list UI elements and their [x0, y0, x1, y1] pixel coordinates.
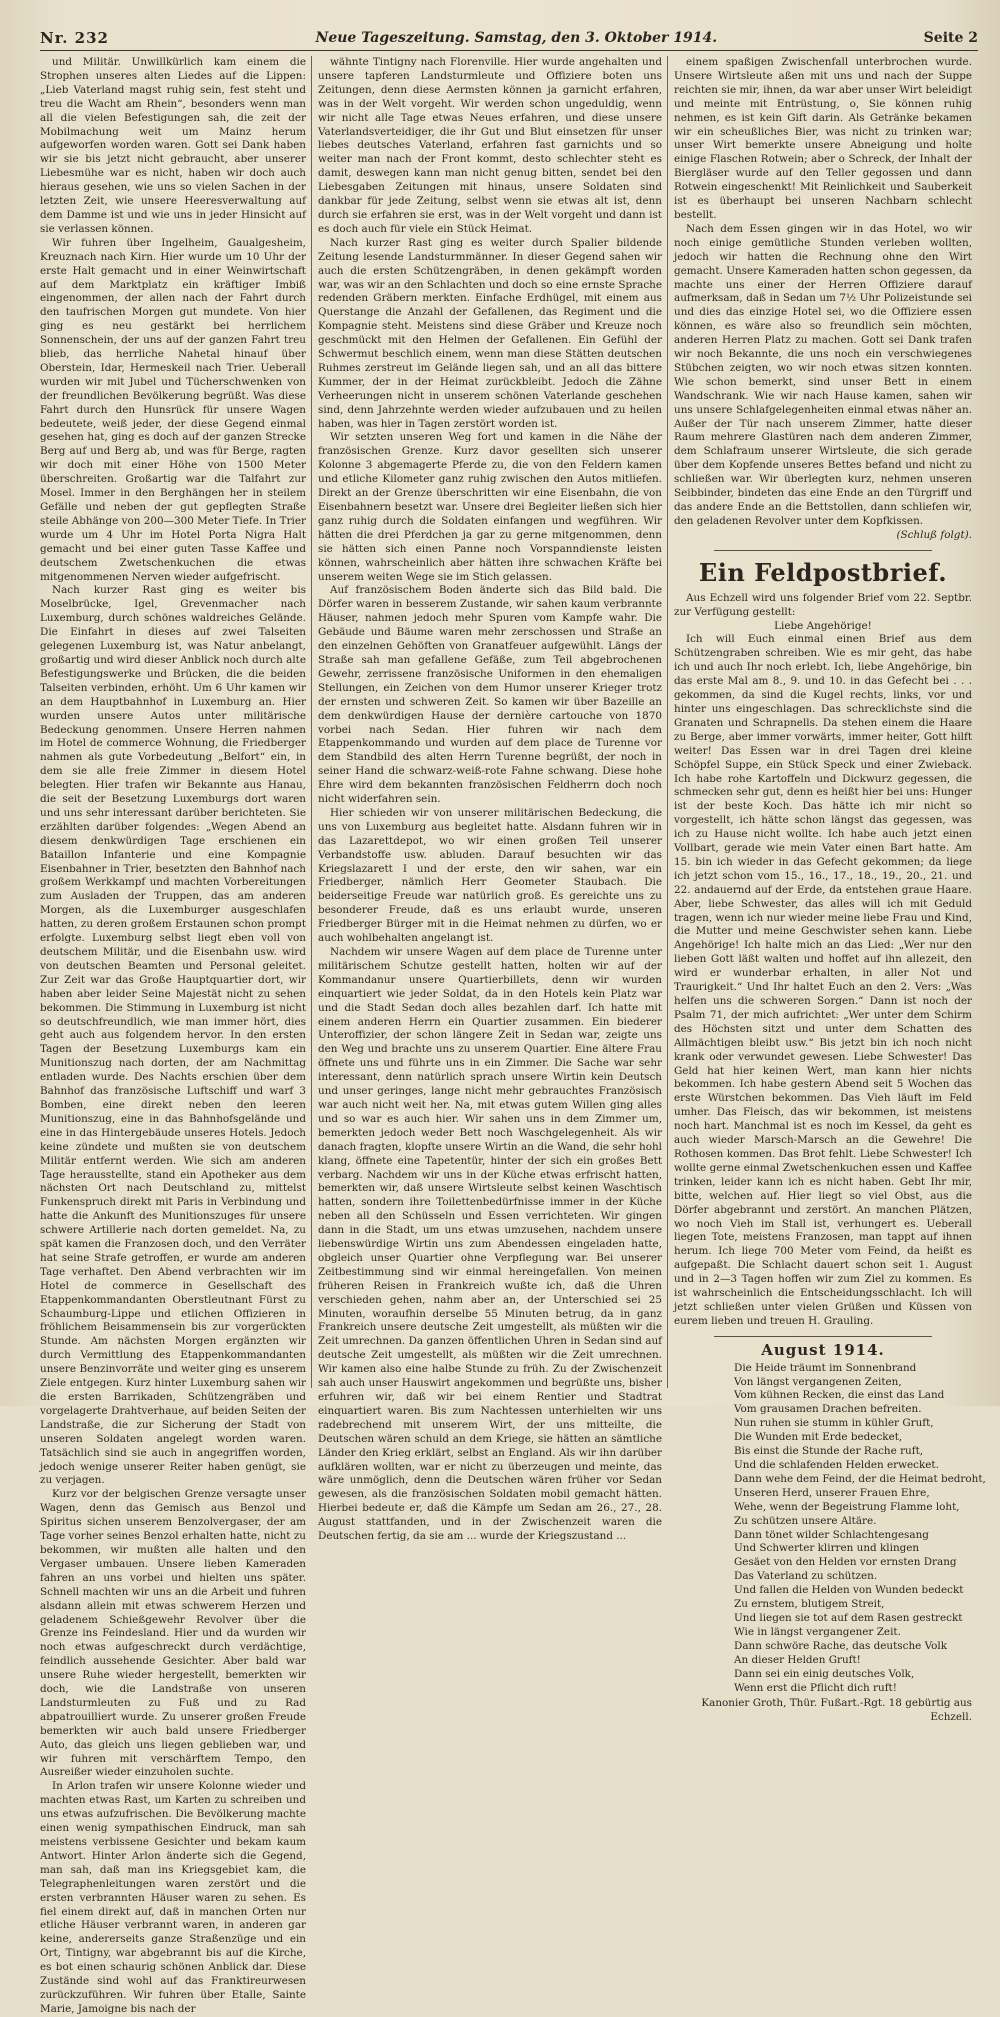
poem-line: Unseren Herd, unserer Frauen Ehre, [734, 1486, 930, 1499]
poem-line: Gesäet von den Helden vor ernsten Drang [734, 1556, 957, 1569]
poem-line: Von längst vergangenen Zeiten, [734, 1375, 902, 1388]
poem-line: Zu schützen unsere Altäre. [734, 1514, 877, 1527]
poem-line: Die Wunden mit Erde bedecket, [734, 1431, 903, 1444]
article-paragraph: Nach kurzer Rast ging es weiter durch Spalier bildende Zeitung lesende Landsturmmänner. In dieser Gegend sahen wir auch die ersten Schützengräben, in denen gekämpft worden war, was wir an den Schlachten und doch so eine ernste Sprache redenden Gräbern merkten. Einfache Erdhügel, mit einem aus Querstange die Anzahl der Gefallenen, das Regiment und die Kompagnie steht. Meistens sind diese Gräber und Kreuze noch geschmückt mit den Helmen der Gefallenen. Ein Gefühl der Schwermut beschlich einem, wenn man diese Stätten deutschen Ruhmes zerstreut im Gelände liegen sah, und an all das bittere Kummer, der in der Heimat zurückbleibt. Jedoch die Zähne Verheerungen nicht in unserem schönen Vaterlande geschehen sind, denn Jahrzehnte werden wieder aufzubauen und zu heilen haben, was hier in Tagen zerstört worden ist. [318, 236, 662, 430]
column-1 [40, 56, 306, 2015]
poem-line: Bis einst die Stunde der Rache ruft, [734, 1445, 924, 1458]
column-rule [311, 56, 312, 1388]
poem-line: An dieser Helden Gruft! [734, 1653, 861, 1666]
article-paragraph: Nach kurzer Rast ging es weiter bis Moselbrücke, Igel, Grevenmacher nach Luxemburg, durch schönes waldreiches Gelände. Die Einfahrt in dieses auf zwei Talseiten gelegenen Luxemburg ist, was Natur anbelangt, großartig und wird dieser Anblick noch durch alte Befestigungswerke und Brücken, die die beiden Talseiten verbinden, erhöht. Um 6 Uhr kamen wir an dem Hauptbahnhof in Luxemburg an. Hier wurden unsere Autos unter militärische Bedeckung genommen. Unsere Herren nahmen im Hotel de commerce Wohnung, die Friedberger nahmen als gute Vorbedeutung „Belfort“ ein, in dem sie alle freie Zimmer in diesem Hotel belegten. Hier trafen wir Bekannte aus Hanau, die seit der Besetzung Luxemburgs dort waren und uns sehr interessant darüber berichteten. Sie erzählten darüber folgendes: „Wegen Abend an diesem denkwürdigen Tage erschienen ein Bataillon Infanterie und eine Kompagnie Eisenbahner in Trier, besetzten den Bahnhof nach großem Werkkampf und machten Vorbereitungen zum Ausladen der Truppen, das am anderen Morgen, als die Luxemburger ausgeschlafen hatten, zu deren großem Erstaunen schon prompt erfolgte. Luxemburg selbst liegt eben voll von deutschem Militär, und die Eisenbahn usw. wird von deutschen Beamten und Personal geleitet. Zur Zeit war das Große Hauptquartier dort, wir haben aber leider Seine Majestät nicht zu sehen bekommen. Die Stimmung in Luxemburg ist nicht so deutschfreundlich, wie man immer hört, dies geht auch aus folgendem hervor. In den ersten Tagen der Besetzung Luxemburgs kam ein Munitionszug nach dorten, der am Nachmittag entladen wurde. Des Nachts erschien über dem Bahnhof das französische Luftschiff und warf 3 Bomben, eine direkt neben den leeren Munitionszug, eine in das Bahnhofsgelände und eine in das Hintergebäude unseres Hotels. Jedoch keine zündete und mußten sie von deutschem Militär entfernt werden. Wie sich am anderen Tage herausstellte, stand ein Apotheker aus dem nächsten Ort nach Deutschland zu, mittelst Funkenspruch direkt mit Paris in Verbindung und hatte die Ankunft des Munitionszuges für unsere schwere Artillerie nach dorten gemeldet. Na, zu spät kamen die Franzosen doch, und den Verräter hat seine Strafe getroffen, er wurde am anderen Tage verhaftet. Den Abend verbrachten wir im Hotel de commerce in Gesellschaft des Etappenkommandanten Oberstleutnant Fürst zu Schaumburg-Lippe und etlichen Offizieren in fröhlichem Beisammensein bis zur vorgerückten Stunde. Am nächsten Morgen ergänzten wir durch Vermittlung des Etappenkommandanten unsere Benzinvorräte und weiter ging es unserem Ziele entgegen. Kurz hinter Luxemburg sahen wir die ersten Barrikaden, Schützengräben und vorgelagerte Drahtverhaue, auf beiden Seiten der Landstraße, die zur Sicherung der Stadt von unseren Soldaten angelegt worden waren. Tatsächlich sind sie auch in angegriffen worden, jedoch wenige unserer Reiter haben genügt, sie zu verjagen. [40, 584, 306, 1487]
poem-line: Und Schwerter klirren und klingen [734, 1542, 920, 1555]
poem-line: Wehe, wenn der Begeistrung Flamme loht, [734, 1500, 960, 1513]
article-paragraph: In Arlon trafen wir unsere Kolonne wieder und machten etwas Rast, um Karten zu schreiben und uns etwas aufzufrischen. Die Bevölkerung machte einen wenig sympathischen Eindruck, man sah meistens verbissene Gesichter und bekam kaum Antwort. Hinter Arlon änderte sich die Gegend, man sah, daß man ins Kriegsgebiet kam, die Telegraphenleitungen waren zerstört und die ersten verbrannten Häuser waren zu sehen. Es fiel einem direkt auf, daß in manchen Orten nur etliche Häuser verbrannt waren, in anderen gar keine, andererseits ganze Straßenzüge und ein Ort, Tintigny, war abgebrannt bis auf die Kirche, es bot einen schaurig schönen Anblick dar. Diese Zustände sind wohl auf das Franktireurwesen zurückzuführen. Wir fuhren über Etalle, Sainte Marie, Jamoigne bis nach der [40, 1780, 306, 2015]
poem-body [674, 1361, 986, 1696]
feldpost-body: Ich will Euch einmal einen Brief aus dem Schützengraben schreiben. Wie es mir geht, das habe ich und auch Ihr noch erlebt. Ich, liebe Angehörige, bin das erste Mal am 8., 9. und 10. in das Gefecht bei . . . gekommen, da sind die Kugel rechts, links, vor und hinter uns eingeschlagen. Das schrecklichste sind die Granaten und Schrapnells. Da stehen einem die Haare zu Berge, aber immer vorwärts, immer heiter, Gott hilft weiter! Das Essen war in drei Tagen drei kleine Schöpfel Suppe, ein Stück Speck und einer Zwieback. Ich habe rohe Kartoffeln und Dickwurz gegessen, die schmecken sehr gut, denn es heißt hier bei uns: Hunger ist der beste Koch. Das hätte ich mir nicht so vorgestellt, ich hätte schon längst das gegessen, was ich zu Hause nicht wollte. Ich habe auch jetzt einen Vollbart, gerade wie mein Vater einen Bart hatte. Am 15. bin ich wieder in das Gefecht gekommen; da liege ich jetzt schon vom 15., 16., 17., 18., 19., 20., 21. und 22. andauernd auf der Erde, da entstehen graue Haare. Aber, liebe Schwester, das alles will ich mit Geduld tragen, wenn ich nur wieder meine liebe Frau und Kind, die Mutter und meine Geschwister sehen kann. Liebe Angehörige! Ich halte mich an das Lied: „Wer nur den lieben Gott läßt walten und hoffet auf ihn allezeit, den wird er wunderbar erhalten, in aller Not und Traurigkeit.“ Und Ihr haltet Euch an den 2. Vers: „Was helfen uns die schweren Sorgen.“ Dann ist noch der Psalm 71, der mich aufrichtet: „Wer unter dem Schirm des Höchsten sitzt und unter dem Schatten des Allmächtigen bleibt usw.“ Bis jetzt bin ich noch nicht krank oder verwundet gewesen. Liebe Schwester! Das Geld hat hier keinen Wert, man kann hier nichts bekommen. Ich habe gestern Abend seit 5 Wochen das erste Würstchen bekommen. Das Vieh läuft im Feld umher. Das Fleisch, das wir bekommen, ist meistens noch hart. Manchmal ist es noch im Kessel, da geht es auch wieder Marsch-Marsch an die Gewehre! Die Rothosen kommen. Das Brot fehlt. Liebe Schwester! Ich wollte gerne einmal Zwetschenkuchen essen und Kaffee trinken, leider kann ich es nicht haben. Gebt Ihr mir, bitte, welchen auf. Hier liegt so viel Obst, aus die Dörfer abgebrannt und zerstört. An manchen Plätzen, wo noch Vieh im Stall ist, verhungert es. Ueberall liegen Tote, meistens Franzosen, man tappt auf ihnen herum. Ich liege 700 Meter vom Feind, da heißt es aufgepaßt. Die Schlacht dauert schon seit 1. August und in 2—3 Tagen hoffen wir zum Ziel zu kommen. Es ist wahrscheinlich die Entscheidungsschlacht. Ich will jetzt schließen unter vielen Grüßen und Küssen von eurem lieben und treuen H. Grauling. [674, 633, 972, 1327]
article-paragraph: einem spaßigen Zwischenfall unterbrochen wurde. Unsere Wirtsleute aßen mit uns und nach der Suppe reichten sie mir, ihnen, da war aber unser Wirt beleidigt und meinte mit Entrüstung, o, Sie können ruhig nehmen, es ist kein Gift darin. Als Getränke bekamen wir ein scheußliches Bier, was nicht zu trinken war; unser Wirt bemerkte unsere Abneigung und holte einige Flaschen Rotwein; aber o Schreck, der Inhalt der Biergläser wurde auf den Teller gegossen und dann Rotwein eingeschenkt! Mit Reinlichkeit und Sauberkeit ist es überhaupt bei unseren Nachbarn schlecht bestellt. [674, 56, 972, 221]
poem-line: Und liegen sie tot auf dem Rasen gestreckt [734, 1611, 963, 1624]
poem-line: Die Heide träumt im Sonnenbrand [734, 1361, 917, 1374]
poem-line: Zu ernstem, blutigem Streit, [734, 1598, 885, 1611]
article-paragraph: wähnte Tintigny nach Florenville. Hier wurde angehalten und unsere tapferen Landsturmleute und Offiziere boten uns Zeitungen, denn diese Aermsten können ja garnicht erfahren, was in der Welt vorgeht. Wir werden schon ungeduldig, wenn wir nicht alle Tage etwas Neues erfahren, und diese unsere Vaterlandsverteidiger, die ihr Gut und Blut einsetzen für unser liebes deutsches Vaterland, erfahren fast garnichts und so weiter man nach der Front kommt, desto schlechter steht es damit, deswegen kann man nicht genug bitten, sendet bei den Liebesgaben Zeitungen mit hinaus, unsere Soldaten sind dankbar für jede Zeitung, selbst wenn sie etwas alt ist, denn durch sie erfahren sie erst, was in der Welt vorgeht und dann ist es doch auch für viele ein Stück Heimat. [318, 56, 662, 235]
column-rule [667, 56, 668, 1388]
article-paragraph: Nachdem wir unsere Wagen auf dem place de Turenne unter militärischem Schutze gestellt hatten, holten wir auf der Kommandanur unsere Quartierbillets, denn wir wurden einquartiert wie jeder Soldat, da in den Hotels kein Platz war und die Stadt Sedan doch alles bezahlen darf. Ich hatte mit einem anderen Herrn ein Quartier zusammen. Ein biederer Unteroffizier, der schon längere Zeit in Sedan war, zeigte uns den Weg und brachte uns zu unserem Quartier. Eine ältere Frau öffnete uns und führte uns in ein Zimmer. Die Sache war sehr interessant, denn natürlich sprach unsere Wirtin kein Deutsch und unser geringes, lange nicht mehr gebrauchtes Französisch war auch nicht weit her. Na, mit etwas gutem Willen ging alles und so war es auch hier. Wir sahen uns in dem Zimmer um, bemerkten jedoch weder Bett noch Waschgelegenheit. Als wir danach fragten, klopfte unsere Wirtin an die Wand, die sehr hohl klang, öffnete eine Tapetentür, hinter der sich ein großes Bett verbarg. Nachdem wir uns in der Küche etwas erfrischt hatten, bemerkten wir, daß unsere Wirtsleute selbst keinen Waschtisch hatten, sondern ihre Toilettenbedürfnisse immer in der Küche neben all den Schüsseln und Essen verrichteten. Wir gingen dann in die Stadt, um uns etwas umzusehen, nachdem unsere liebenswürdige Wirtin uns zum Abendessen eingeladen hatte, obgleich unser Quartier ohne Verpflegung war. Bei unserer Zeitbestimmung sind wir einmal hereingefallen. Von meinen früheren Reisen in Frankreich wußte ich, daß die Uhren verschieden gehen, nahm aber an, der Unterschied sei 25 Minuten, woraufhin derselbe 55 Minuten betrug, da in ganz Frankreich unsere deutsche Zeit umgestellt, als müßten wir die Zeit umrechnen. Da ganzen öffentlichen Uhren in Sedan sind auf deutsche Zeit umgestellt, als müßten wir die Zeit umrechnen. Wir kamen also eine halbe Stunde zu früh. Zu der Zwischenzeit sah auch unser Hauswirt angekommen und begrüßte uns, bisher erfuhren wir, daß wir bei einem Rentier und Stadtrat einquartiert waren. Bis zum Nachtessen unterhielten wir uns radebrechend mit unserem Wirt, der uns mitteilte, die Deutschen wären schuld an dem Kriege, sie hätten an sämtliche Länder den Krieg erklärt, selbst an England. Als wir ihn darüber aufklären wollten, war er nicht zu überzeugen und meinte, das wäre unmöglich, denn die Deutschen wären früher vor Sedan gewesen, als die französischen Soldaten mobil gemacht hätten. Hierbei bedeute er, daß die Kämpfe um Sedan am 26., 27., 28. August stattfanden, und in der Zwischenzeit waren die Deutschen fertig, da sie am ... wurde der Kriegszustand ... [318, 946, 662, 1543]
poem-line: Dann wehe dem Feind, der die Heimat bedroht, [734, 1472, 986, 1485]
poem-author: Kanonier Groth, Thür. Fußart.-Rgt. 18 gebürtig aus Echzell. [701, 1697, 972, 1724]
continuation-note: (Schluß folgt). [896, 528, 972, 541]
poem-line: Dann tönet wilder Schlachtengesang [734, 1528, 929, 1541]
masthead-date: Neue Tageszeitung. Samstag, den 3. Oktober 1914. [315, 30, 718, 46]
poem-line: Nun ruhen sie stumm in kühler Gruft, [734, 1417, 934, 1430]
poem-line: Dann sei ein einig deutsches Volk, [734, 1667, 915, 1680]
poem-title: August 1914. [761, 1340, 885, 1359]
poem-line: Und die schlafenden Helden erwecket. [734, 1459, 939, 1471]
column-3 [674, 56, 986, 1724]
article-paragraph: und Militär. Unwillkürlich kam einem die Strophen unseres alten Liedes auf die Lippen: „Lieb Vaterland magst ruhig sein, fest steht und treu die Wacht am Rhein“, besonders wenn man all die vielen Befestigungen sah, die zeit der Mobilmachung weit um Mainz herum aufgeworfen worden waren. Gott sei Dank haben wir sie bis jetzt nicht gebraucht, aber unserer Liebesmühe war es nicht, haben wir doch auch hieraus gesehen, wie uns so vielen Sachen in der letzten Zeit, wie unsere Heeresverwaltung auf dem Damme ist und wie uns in jeder Hinsicht auf sie verlassen können. [40, 56, 306, 235]
feldpost-intro: Aus Echzell wird uns folgender Brief vom 22. Septbr. zur Verfügung gestellt: [674, 591, 972, 618]
poem-line: Vom kühnen Recken, die einst das Land [734, 1389, 945, 1402]
article-paragraph: Wir setzten unseren Weg fort und kamen in die Nähe der französischen Grenze. Kurz davor gesellten sich unserer Kolonne 3 abgemagerte Pferde zu, die von den Feldern kamen und etliche Kilometer ganz ruhig zwischen den Autos mitliefen. Direkt an der Grenze überschritten wir eine Eisenbahn, die von Eisenbahnern besetzt war. Unsere drei Begleiter ließen sich hier ganz ruhig durch die Soldaten einfangen und wegführen. Wir hätten die drei Pferdchen ja gar zu gerne mitgenommen, denn sie hätten sich einen Panne noch Vorspanndienste leisten können, wahrscheinlich aber hätten ihre schwachen Kräfte bei unserem weiten Wege sie im Stich gelassen. [318, 431, 662, 583]
issue-number: Nr. 232 [40, 29, 109, 47]
page-number: Seite 2 [923, 30, 978, 46]
article-paragraph: Wir fuhren über Ingelheim, Gaualgesheim, Kreuznach nach Kirn. Hier wurde um 10 Uhr der erste Halt gemacht und in einer Weinwirtschaft auf dem Marktplatz ein kräftiger Imbiß eingenommen, der allen nach der Fahrt durch den taufrischen Morgen gut mundete. Von hier ging es neu gestärkt bei herrlichem Sonnenschein, der uns auf der ganzen Fahrt treu blieb, das herrliche Nahetal hinauf über Oberstein, Idar, Hermeskeil nach Trier. Ueberall wurden wir mit Jubel und Tücherschwenken von der freundlichen Bevölkerung begrüßt. Was diese Fahrt durch den Hunsrück für unsere Wagen bedeutete, weiß jeder, der diese Gegend einmal gesehen hat, ging es doch auf der ganzen Strecke Berg auf und Berg ab, und was für Berge, ragten wir doch mit einer Höhe von 1500 Meter überschreiten. Großartig war die Talfahrt zur Mosel. Immer in den Berghängen her in steilem Gefälle und neben der gut gepflegten Straße steile Abhänge von 200—300 Meter Tiefe. In Trier wurde um 4 Uhr im Hotel Porta Nigra Halt gemacht und bei einer guten Tasse Kaffee und deutschem Zwetschenkuchen die etwas mitgenommenen Nerven wieder aufgefrischt. [40, 236, 306, 583]
article-paragraph: Nach dem Essen gingen wir in das Hotel, wo wir noch einige gemütliche Stunden verleben wollten, jedoch wir hatten die Rechnung ohne den Wirt gemacht. Unsere Kameraden hatten schon gegessen, da machte uns einer der Herren Offiziere darauf aufmerksam, daß in Sedan um 7½ Uhr Polizeistunde sei und dies das einzige Hotel sei, wo die Offiziere essen können, es wäre also so freundlich sein möchten, anderen Herren Platz zu machen. Gott sei Dank trafen wir noch Bekannte, die uns noch ein verschwiegenes Stübchen zeigten, wo wir noch etwas sitzen konnten. Wie schon bemerkt, sind unser Bett in einem Wandschrank. Wie wir nach Hause kamen, sahen wir uns unsere Schlafgelegenheiten einmal etwas näher an. Außer der Tür nach unserem Zimmer, hatte dieser Raum mehrere Glastüren nach dem anderen Zimmer, dem Schlafraum unserer Wirtsleute, die sich gerade über dem Kopfende unseres Bettes befand und nicht zu schließen war. Wir überlegten kurz, nehmen unseren Seibbinder, bindeten das eine Ende an den Türgriff und das andere Ende an die Bettstollen, dann schliefen wir, den geladenen Revolver unter dem Kopfkissen. [674, 222, 972, 527]
poem-line: Und fallen die Helden von Wunden bedeckt [734, 1584, 964, 1597]
article-paragraph: Hier schieden wir von unserer militärischen Bedeckung, die uns von Luxemburg aus begleitet hatte. Alsdann fuhren wir in das Lazarettdepot, wo wir einen großen Teil unserer Verbandstoffe usw. abluden. Darauf besuchten wir das Kriegslazarett I und der erste, den wir sahen, war ein Friedberger, nämlich Herr Geometer Staubach. Die beiderseitige Freude war natürlich groß. Es gereichte uns zu besonderer Freude, daß es uns erlaubt wurde, unseren Friedberger Bürger mit in die Heimat nehmen zu dürfen, wo er auch wohlbehalten angelangt ist. [318, 806, 662, 945]
page-header [40, 26, 978, 51]
poem-line: Das Vaterland zu schützen. [734, 1570, 878, 1583]
poem-line: Vom grausamen Drachen befreiten. [734, 1403, 922, 1416]
poem-line: Wie in längst vergangener Zeit. [734, 1625, 901, 1638]
column-2 [318, 56, 662, 1543]
section-divider [714, 1336, 932, 1337]
article-paragraph: Kurz vor der belgischen Grenze versagte unser Wagen, denn das Gemisch aus Benzol und Spiritus sichen unserem Benzolvergaser, der am Tage vorher seines Benzol erhalten hatte, nicht zu bekommen, wir mußten alle halten und den Vergaser umbauen. Unsere lieben Kameraden fahren an uns vorbei und hielten uns später. Schnell machten wir uns an die Arbeit und fuhren alsdann allein mit etwas schwerem Herzen und geladenem Schießgewehr Revolver über die Grenze ins Feindesland. Hier und da wurden wir noch etwas aufgeschreckt durch verdächtige, feindlich aussehende Gesichter. Aber bald war unsere Ruhe wieder hergestellt, bemerkten wir doch, wie die Landstraße von unseren Landsturmleuten zu Fuß und zu Rad abpatrouilliert wurde. Zu unserer großen Freude bemerkten wir auch bald unsere Friedberger Auto, das gleich uns liegen geblieben war, und wir fuhren mit verschärftem Tempo, den Ausreißer wieder einzuholen suchte. [40, 1488, 306, 1779]
feldpost-title: Ein Feldpostbrief. [698, 557, 948, 587]
feldpost-salutation: Liebe Angehörige! [774, 619, 872, 632]
article-paragraph: Auf französischem Boden änderte sich das Bild bald. Die Dörfer waren in besserem Zustande, wir sahen kaum verbrannte Häuser, nahmen jedoch mehr Spuren vom Kampfe wahr. Die Gebäude und Bäume waren mehr zerschossen und Straße an den einzelnen Gehöften von Granatfeuer aufgewühlt. Längs der Straße sah man gefallene Gefäße, zum Teil abgebrochenen Gewehr, zerrissene französische Uniformen in den ehemaligen Stellungen, ein Zeichen von dem Humor unserer Krieger trotz der ernsten und schweren Zeit. So kamen wir über Bazeille an dem denkwürdigen Hause der dernière cartouche von 1870 vorbei nach Sedan. Hier fuhren wir nach dem Etappenkommando und wurden auf dem place de Turenne vor dem Standbild des alten Herrn Turenne begrüßt, der noch in seiner Hand die schwarz-weiß-rote Fahne schwang. Diese hohe Ehre wird dem bekannten französischen Feldherrn doch noch nicht widerfahren sein. [318, 584, 662, 806]
section-divider [714, 550, 932, 551]
poem-line: Dann schwöre Rache, das deutsche Volk [734, 1639, 948, 1652]
poem-line: Wenn erst die Pflicht dich ruft! [734, 1681, 897, 1694]
